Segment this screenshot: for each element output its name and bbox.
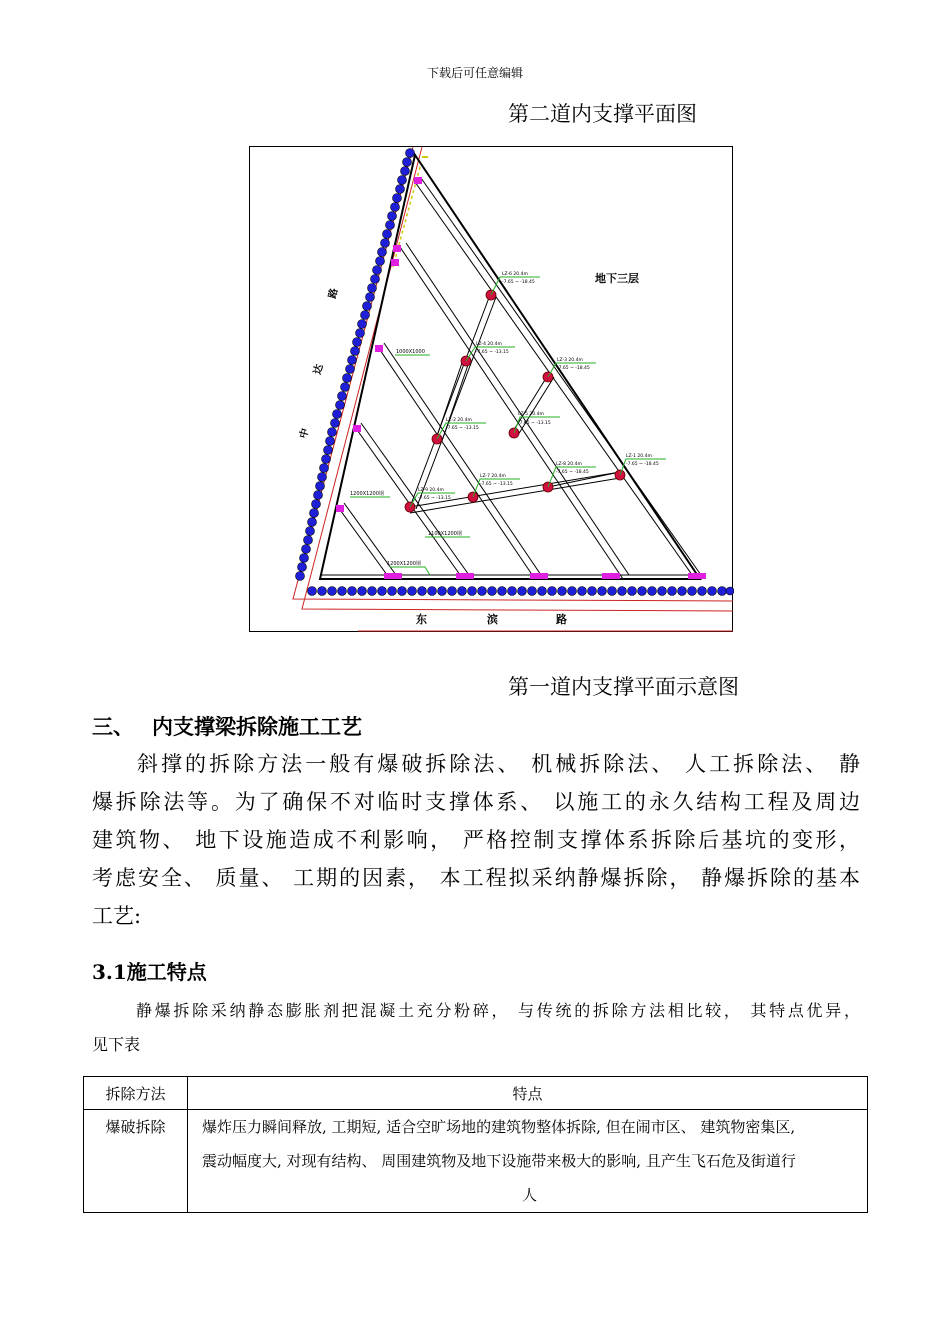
- diagonal-braces: [338, 178, 701, 579]
- section-heading: [92, 711, 362, 741]
- subsection-paragraph: [92, 994, 860, 1062]
- table-header-cell: 拆除方法: [84, 1077, 188, 1110]
- beam-label: 1000X1000: [396, 349, 425, 355]
- column-tag-elev: -7.65 ~ -18.45: [502, 280, 535, 285]
- column-tag-elev: -7.65 ~ -13.15: [418, 496, 451, 501]
- paragraph-line: 考虑安全、 质量、 工期的因素， 本工程拟采纳静爆拆除， 静爆拆除的基本: [92, 866, 860, 890]
- paragraph-line: 静爆拆除采纳静态膨胀剂把混凝土充分粉碎， 与传统的拆除方法相比较， 其特点优异，: [136, 1001, 860, 1020]
- road-bottom-name: [416, 612, 567, 626]
- column-tag-code: LZ-8 20.4m: [556, 462, 582, 467]
- column-tag-code: LZ-2 20.4m: [446, 418, 472, 423]
- table-header-row: [84, 1077, 868, 1110]
- column-tag-code: LZ-9 20.4m: [418, 488, 444, 493]
- column-tag-elev: -7.65 ~ -13.15: [476, 350, 509, 355]
- page-header-note: 下载后可任意编辑: [426, 66, 523, 80]
- floor-label: 地下三层: [595, 272, 639, 285]
- road-bottom-char: 路: [556, 613, 567, 626]
- section-title: 内支撑梁拆除施工工艺: [152, 714, 362, 739]
- column-tag-code: LZ-1 20.4m: [626, 454, 652, 459]
- paragraph-line: 建筑物、 地下设施造成不利影响， 严格控制支撑体系拆除后基坑的变形，: [92, 828, 860, 852]
- section-number: 三、: [92, 714, 134, 739]
- paragraph-line: 斜撑的拆除方法一般有爆破拆除法、 机械拆除法、 人工拆除法、 静: [137, 752, 860, 776]
- beam-label: 1200X1200钢: [387, 561, 421, 567]
- column-tag-code: LZ-4 20.4m: [476, 342, 502, 347]
- column-tag-elev: -7.65 ~ -18.45: [557, 366, 590, 371]
- column-tag-elev: -7.65 ~ -18.45: [556, 470, 589, 475]
- table-row: [84, 1110, 868, 1213]
- beam-label: 1200X1200钢: [350, 491, 384, 497]
- support-plan-drawing: [249, 146, 733, 632]
- table-cell-line: 人: [521, 1186, 537, 1204]
- column-tag-elev: -7.65 ~ -13.15: [480, 482, 513, 487]
- figure-caption-bottom: 第一道内支撑平面示意图: [508, 675, 739, 699]
- column-tag-elev: -7.65 ~ -13.15: [446, 426, 479, 431]
- column-tag-code: LZ-7 20.4m: [480, 474, 506, 479]
- tag-leaders: [350, 277, 666, 575]
- table-cell-method: 爆破拆除: [84, 1110, 188, 1213]
- beam-label: 1100X1200钢: [428, 531, 462, 537]
- column-tag-code: LZ-5 20.4m: [518, 412, 544, 417]
- figure-caption-top: 第二道内支撑平面图: [508, 102, 697, 126]
- plan-svg: [250, 147, 734, 633]
- comparison-table: [83, 1076, 868, 1213]
- table-cell-line: 爆炸压力瞬间释放, 工期短, 适合空旷场地的建筑物整体拆除, 但在闹市区、 建筑物密集区,: [202, 1118, 796, 1136]
- road-bottom-char: 滨: [487, 613, 498, 626]
- pile-row-bottom: [308, 587, 735, 596]
- road-left-char: 路: [327, 287, 341, 300]
- table-cell-line: 震动幅度大, 对现有结构、 周围建筑物及地下设施带来极大的影响, 且产生飞石危及街道行: [202, 1152, 796, 1170]
- column-tag-code: LZ-6 20.4m: [502, 272, 528, 277]
- road-bottom-char: 东: [416, 613, 427, 626]
- road-left-char: 中: [298, 427, 312, 440]
- paragraph-line: 工艺:: [92, 904, 142, 928]
- paragraph-line: 爆拆除法等。为了确保不对临时支撑体系、 以施工的永久结构工程及周边: [92, 790, 860, 814]
- paragraph-line: 见下表: [92, 1035, 141, 1054]
- column-tag-elev: -7.65 ~ -18.45: [626, 462, 659, 467]
- pit-outline: [320, 155, 700, 579]
- table-cell-features: [188, 1110, 868, 1213]
- column-tag-elev: -7.65 ~ -13.15: [518, 421, 551, 426]
- section-paragraph: [92, 745, 860, 935]
- column-tag-code: LZ-3 20.4m: [557, 358, 583, 363]
- brace-end-markers: [336, 177, 706, 579]
- road-left-char: 达: [312, 363, 326, 376]
- subsection-heading: 3.1施工特点: [92, 960, 207, 984]
- table-header-cell: 特点: [188, 1077, 868, 1110]
